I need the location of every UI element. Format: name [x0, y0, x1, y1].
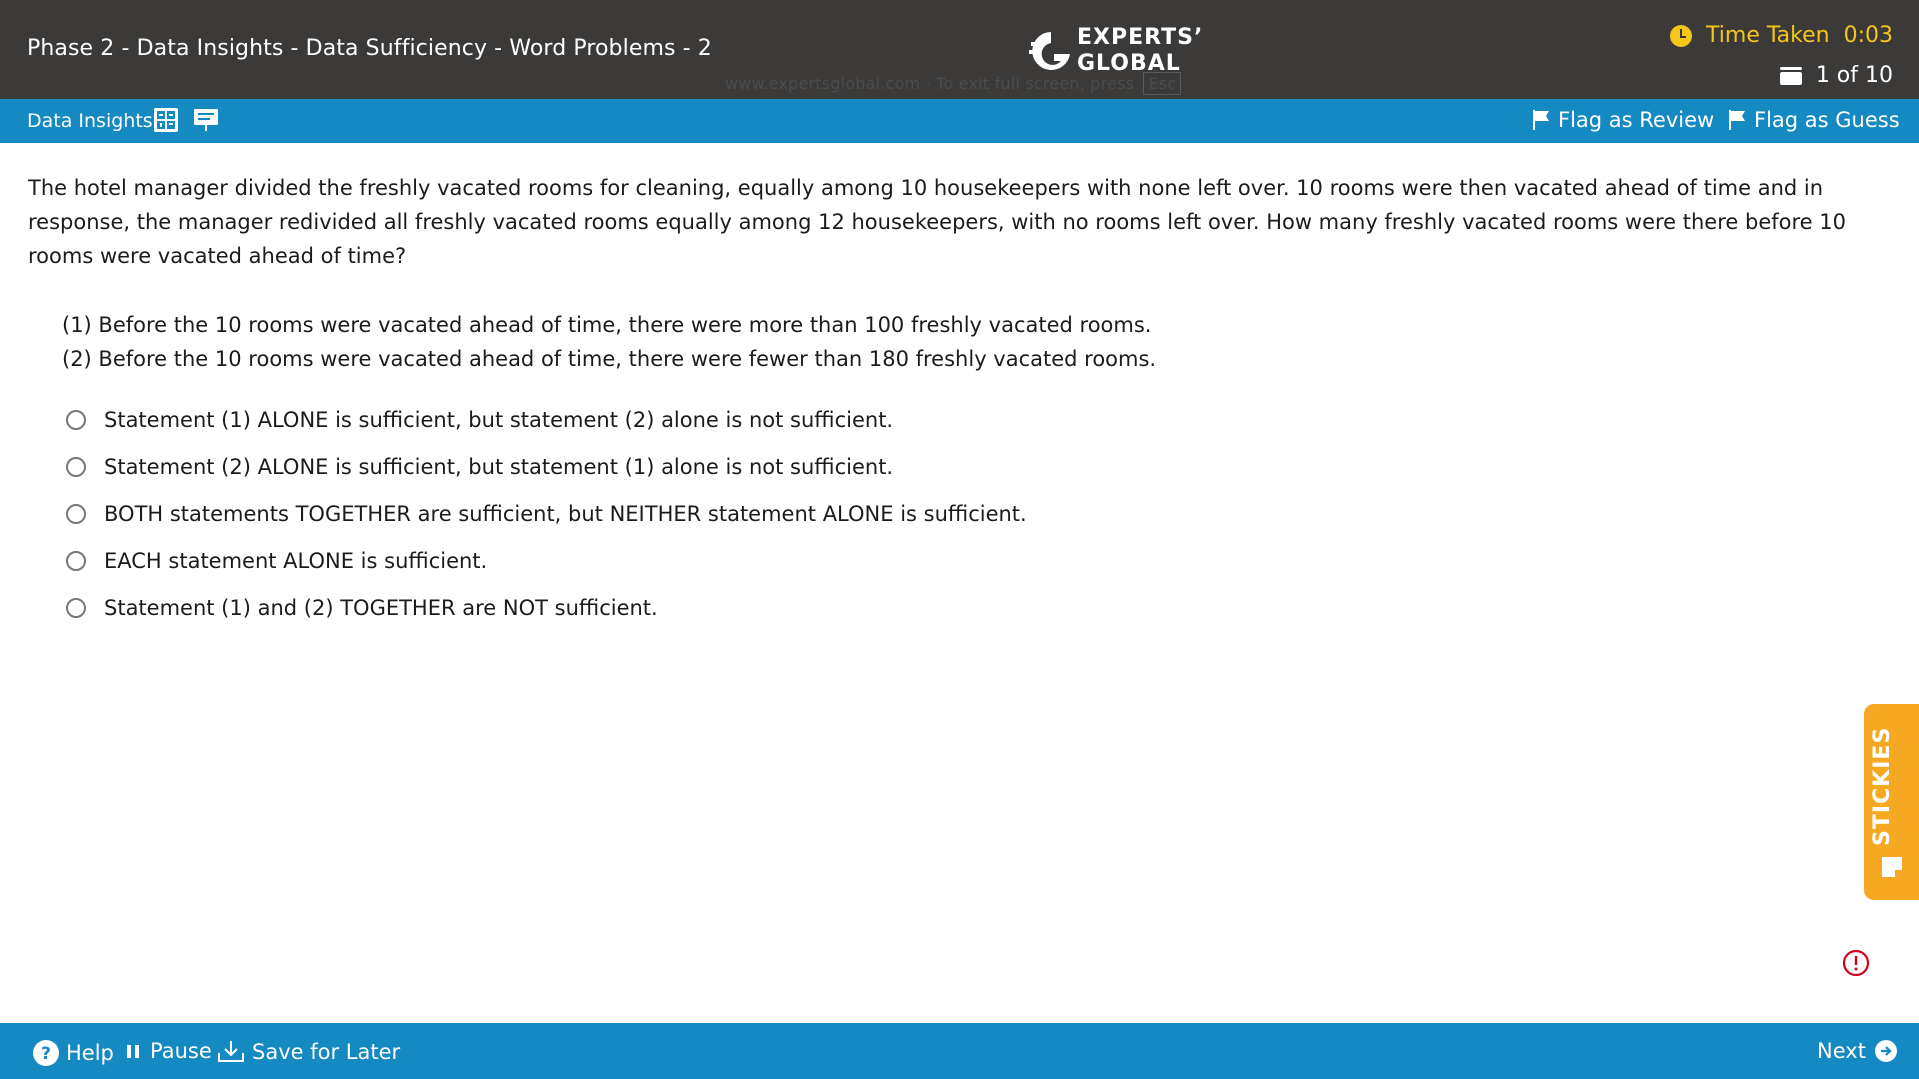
radio-button[interactable] [66, 598, 86, 618]
stickies-tab[interactable] [1864, 704, 1919, 900]
sticky-note-icon [1879, 854, 1905, 880]
calculator-grid-icon[interactable] [153, 107, 179, 133]
experts-global-logo [1029, 24, 1203, 78]
svg-text:?: ? [41, 1044, 51, 1064]
logo-text-line2: GLOBAL [1077, 51, 1181, 76]
flag-as-guess-button[interactable] [1728, 108, 1900, 132]
answer-option-label: Statement (1) and (2) TOGETHER are NOT sufficient. [104, 595, 658, 620]
answer-option-label: BOTH statements TOGETHER are sufficient, but NEITHER statement ALONE is sufficient. [104, 501, 1027, 526]
clock-icon [1670, 25, 1692, 47]
question-stem: The hotel manager divided the freshly vacated rooms for cleaning, equally among 10 housekeepers with none left over. 10 rooms were then vacated ahead of time and in response, the manager redivided all freshly vacated rooms equally among 12 housekeepers, with no rooms left over. How many freshly vacated rooms were there before 10 rooms were vacated ahead of time? [28, 176, 1846, 268]
arrow-right-circle-icon [1874, 1039, 1898, 1063]
next-button[interactable] [1817, 1039, 1904, 1063]
flag-as-review-button[interactable] [1532, 108, 1714, 132]
top-header [0, 0, 1919, 99]
radio-button[interactable] [66, 551, 86, 571]
radio-button[interactable] [66, 504, 86, 524]
fullscreen-hint-text: www.expertsglobal.com · To exit full screen, press [725, 74, 1135, 93]
answer-option-c[interactable] [66, 490, 1027, 537]
next-label: Next [1817, 1039, 1866, 1063]
whiteboard-icon[interactable] [193, 107, 219, 133]
help-icon [32, 1039, 60, 1067]
bottom-navigation-bar [0, 1023, 1919, 1079]
pause-icon [124, 1041, 144, 1061]
pause-button[interactable] [124, 1039, 212, 1063]
logo-text-line1: EXPERTS’ [1077, 25, 1204, 50]
pause-label: Pause [150, 1039, 212, 1063]
statements-block [62, 308, 1156, 376]
section-toolbar [0, 99, 1919, 143]
question-counter[interactable] [1780, 63, 1893, 88]
page-title: Phase 2 - Data Insights - Data Sufficiency - Word Problems - 2 [27, 36, 712, 61]
time-taken-value: 0:03 [1843, 23, 1893, 48]
answer-option-label: EACH statement ALONE is sufficient. [104, 548, 488, 573]
answer-option-label: Statement (2) ALONE is sufficient, but statement (1) alone is not sufficient. [104, 454, 894, 479]
answer-option-d[interactable] [66, 537, 1027, 584]
esc-key-hint: Esc [1143, 72, 1181, 95]
flag-icon [1532, 109, 1550, 131]
radio-button[interactable] [66, 457, 86, 477]
section-name: Data Insights [27, 110, 153, 132]
radio-button[interactable] [66, 410, 86, 430]
answer-option-e[interactable] [66, 584, 1027, 631]
statement-1: (1) Before the 10 rooms were vacated ahead of time, there were more than 100 freshly vacated rooms. [62, 313, 1152, 337]
logo-mark-icon [1029, 28, 1071, 74]
flag-as-review-label: Flag as Review [1558, 108, 1715, 132]
report-error-icon[interactable] [1842, 949, 1870, 977]
time-taken[interactable] [1670, 23, 1893, 48]
answer-option-a[interactable] [66, 396, 1027, 443]
question-stack-icon [1780, 67, 1802, 85]
time-taken-label: Time Taken [1706, 23, 1830, 48]
download-icon [216, 1039, 246, 1065]
question-counter-text: 1 of 10 [1815, 63, 1893, 88]
flag-icon [1728, 109, 1746, 131]
answer-options [66, 396, 1027, 631]
statement-2: (2) Before the 10 rooms were vacated ahead of time, there were fewer than 180 freshly vacated rooms. [62, 347, 1157, 371]
save-for-later-button[interactable] [216, 1039, 400, 1065]
stickies-label: STICKIES [1870, 726, 1895, 846]
answer-option-label: Statement (1) ALONE is sufficient, but statement (2) alone is not sufficient. [104, 407, 894, 432]
help-button[interactable] [32, 1039, 114, 1067]
flag-as-guess-label: Flag as Guess [1754, 108, 1900, 132]
save-for-later-label: Save for Later [252, 1040, 401, 1064]
help-label: Help [66, 1041, 114, 1065]
answer-option-b[interactable] [66, 443, 1027, 490]
